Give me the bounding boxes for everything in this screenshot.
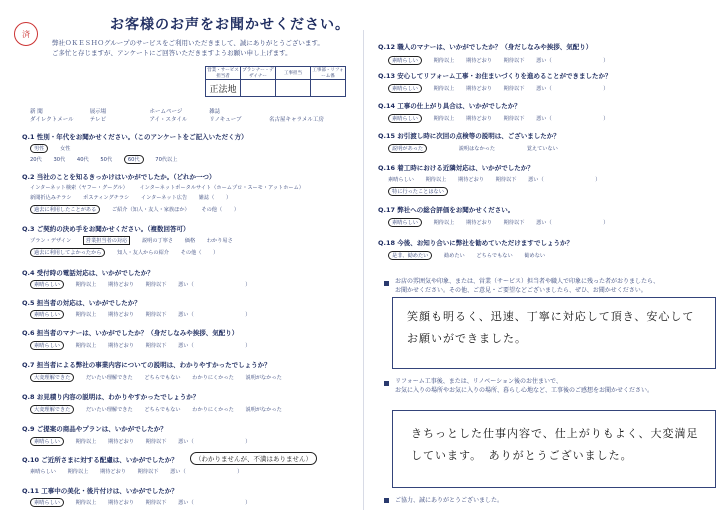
option-circled: 60代 [124, 155, 144, 164]
option-circled: 特に行ったことはない [388, 187, 448, 196]
option: ） [603, 86, 609, 92]
bullet-icon [384, 498, 389, 503]
option: インターネット検索（ヤフー・グーグル） [30, 185, 128, 191]
question-7: Q.7 担当者による弊社の事業内容についての説明は、わかりやすかったでしょうか？ [22, 361, 271, 369]
question-8-options [30, 405, 292, 414]
option: 期待以上 [433, 86, 455, 92]
question-18: Q.18 今後、お知り合いに弊社を勧めていただけますでしょうか？ [378, 239, 573, 247]
intro-line-1: 弊社ＯＫＥＳＨＯグループのサービスをご利用いただきまして、誠にありがとうございます。 [52, 39, 324, 47]
question-16: Q.16 着工時における近隣対応は、いかがでしたか？ [378, 164, 534, 172]
question-12-options [388, 56, 619, 65]
question-6-options [30, 341, 261, 350]
option: 期待どおり [466, 58, 492, 64]
option-circled: 素晴らしい [388, 218, 422, 227]
option: 期待以上 [433, 58, 455, 64]
option-circled: 過去に利用したことがある [30, 205, 100, 214]
option: 20代 [30, 157, 42, 163]
option: 説明がなかった [245, 375, 282, 381]
comment-1-answer-line-2: お願いができました。 [407, 332, 527, 345]
option: 期待どおり [466, 116, 492, 122]
option: わかり易さ [206, 238, 233, 244]
comment-2-box [392, 410, 716, 488]
question-17: Q.17 弊社への総合評価をお聞かせください。 [378, 206, 515, 214]
option: だいたい理解できた [85, 407, 133, 413]
option-circled: 説明があった [388, 144, 427, 153]
option: 期待以上 [75, 282, 97, 288]
option: 悪い（ [536, 220, 552, 226]
source-checklist [30, 108, 330, 124]
option: 期待以下 [503, 86, 525, 92]
question-5-options [30, 310, 261, 319]
option: 30代 [53, 157, 66, 163]
option: 悪い（ [178, 500, 194, 506]
list-item: アイ・スタイル [149, 117, 188, 123]
option: 期待以下 [503, 220, 525, 226]
option: ） [245, 343, 251, 349]
received-stamp: 済 [14, 22, 38, 46]
comment-2-answer-line-1: きちっとした仕事内容で、仕上がりもよく、大変満足 [411, 427, 699, 440]
option: どちらでもない [144, 407, 181, 413]
question-16-options-2 [388, 187, 458, 196]
option: 悪い（ [178, 312, 194, 318]
option: 期待以上 [433, 116, 455, 122]
option: その他（ [201, 207, 223, 213]
option: ポスティングチラシ [83, 195, 130, 201]
list-item: 雑誌 [209, 109, 221, 115]
comment-2-answer-line-2: しています。 ありがとうございました。 [411, 449, 633, 462]
question-5: Q.5 担当者の対応は、いかがでしたか？ [22, 299, 141, 307]
comment-2-prompt-line-2: お気に入りの場所やお気に入りの場所、暮らし心地など、工事後のご感想をお聞かせください。 [395, 387, 654, 394]
option: ） [245, 282, 251, 288]
question-15: Q.15 お引渡し時に次回の点検等の説明は、ございましたか？ [378, 132, 560, 140]
option: 期待以下 [503, 116, 525, 122]
option: 期待以下 [145, 282, 167, 288]
option: 期待以上 [75, 343, 97, 349]
comment-1-box [392, 297, 716, 369]
list-item: 展示場 [89, 109, 107, 115]
question-3-options-2 [30, 248, 228, 257]
question-4: Q.4 受付時の電話対応は、いかがでしたか？ [22, 269, 154, 277]
staff-name-handwritten: 正法地 [206, 80, 241, 97]
option: 期待どおり [458, 177, 484, 183]
option: ） [603, 116, 609, 122]
option: ） [213, 250, 219, 256]
table-header: 工事部・リフォーム係 [312, 68, 344, 79]
option-boxed: 営業担当者の対応 [83, 236, 131, 245]
option: その他（ [180, 250, 202, 256]
option: 女性 [60, 146, 71, 152]
question-2-options-3 [30, 205, 249, 214]
option-circled: 素晴らしい [30, 498, 64, 507]
question-3: Q.3 ご契約の決め手をお聞かせください。（複数回答可） [22, 225, 190, 233]
comment-2-prompt-line-1: リフォーム工事後、または、リノベーション後のお住まいで、 [395, 378, 562, 385]
question-11: Q.11 工事中の美化・後片付けは、いかがでしたか？ [22, 487, 178, 495]
option: 素晴らしい [388, 177, 414, 183]
question-14: Q.14 工事の仕上がり具合は、いかがでしたか？ [378, 102, 521, 110]
option: インターネット広告 [140, 195, 188, 201]
option: ） [226, 195, 232, 201]
option: 50代 [100, 157, 113, 163]
option: 期待以下 [145, 312, 167, 318]
table-header: 工事担当 [276, 67, 311, 80]
list-item: リノキューブ [209, 117, 242, 123]
option: どちらでもない [144, 375, 181, 381]
list-item: テレビ [89, 117, 107, 123]
option-circled: 過去に利用してよかったから [30, 248, 105, 257]
bullet-icon [384, 381, 389, 386]
option: 覚えていない [526, 146, 558, 152]
option: 素晴らしい [30, 469, 56, 475]
question-10-annotation: （わかりませんが、不満はありません） [190, 452, 317, 465]
comment-1-prompt-line-2: お聞かせください。その他、ご意見・ご要望などございましたら、ぜひ、お聞かせください。 [395, 287, 647, 294]
option-circled: 素晴らしい [30, 341, 64, 350]
option: 悪い（ [536, 58, 552, 64]
option: 悪い（ [536, 86, 552, 92]
question-8: Q.8 お見積り内容の説明は、わかりやすかったでしょうか？ [22, 393, 200, 401]
question-2: Q.2 当社のことを知るきっかけはいかがでしたか。（どれか一つ） [22, 173, 216, 181]
question-6: Q.6 担当者のマナーは、いかがでしたか？（身だしなみや挨拶、気配り） [22, 329, 239, 337]
question-10-options [30, 468, 253, 475]
option: どちらでもない [476, 253, 513, 259]
option-circled: 是非、勧めたい [388, 251, 432, 260]
option: ） [603, 58, 609, 64]
option: インターネットポータルサイト（ホームプロ・スーモ・アットホーム） [139, 185, 304, 191]
question-11-options [30, 498, 261, 507]
option: 説明はなかった [458, 146, 496, 152]
option: 期待以上 [75, 312, 97, 318]
option: 期待以上 [425, 177, 447, 183]
intro-text [52, 38, 342, 58]
table-header: プランナー・デザイナー [242, 68, 274, 79]
option: ） [603, 220, 609, 226]
option: 新聞折込みチラシ [30, 195, 72, 201]
option-circled: 素晴らしい [388, 84, 422, 93]
closing-message: ご協力、誠にありがとうございました。 [395, 497, 504, 504]
option: ） [595, 177, 601, 183]
option: ） [245, 500, 251, 506]
option-circled: 男性 [30, 144, 48, 153]
option: 雑誌（ [198, 195, 215, 201]
table-cell [241, 80, 276, 97]
option: 期待どおり [108, 312, 134, 318]
option: 価格 [184, 238, 196, 244]
option: 悪い（ [536, 116, 552, 122]
option: 悪い（ [170, 469, 186, 475]
intro-line-2: ご多忙と存じますが、アンケートにご回答いただきますようお願い申し上げます。 [52, 49, 292, 57]
option-circled: 大変理解できた [30, 405, 74, 414]
question-13: Q.13 安心してリフォーム工事・お住まいづくりを進めることができましたか？ [378, 72, 612, 80]
option: 期待以下 [145, 439, 167, 445]
option-circled: 素晴らしい [30, 310, 64, 319]
option: 期待どおり [100, 469, 126, 475]
option: 期待以下 [145, 343, 167, 349]
option: わかりにくかった [192, 375, 234, 381]
option: 期待どおり [108, 500, 134, 506]
question-17-options [388, 218, 619, 227]
option: 悪い（ [178, 282, 194, 288]
question-3-options [30, 236, 243, 245]
option: ） [233, 207, 240, 213]
option: 期待以下 [145, 500, 167, 506]
option: 期待どおり [466, 86, 492, 92]
table-cell [276, 80, 311, 97]
list-item: 名古屋キャラメル工房 [269, 117, 324, 123]
column-divider [363, 30, 364, 510]
comment-2-prompt [395, 377, 695, 395]
question-2-options [30, 184, 314, 191]
option: 悪い（ [178, 343, 194, 349]
question-13-options [388, 84, 619, 93]
option: 期待以上 [75, 500, 97, 506]
option: 期待以上 [67, 469, 89, 475]
option: 知人・友人からの紹介 [117, 250, 169, 256]
question-12: Q.12 職人のマナーは、いかがでしたか？（身だしなみや挨拶、気配り） [378, 43, 593, 51]
question-1: Q.1 性別・年代をお聞かせください。（このアンケートをご記入いただく方） [22, 133, 248, 141]
option: 期待以下 [137, 469, 159, 475]
option-circled: 素晴らしい [388, 114, 422, 123]
option: 期待どおり [108, 439, 134, 445]
option: 期待どおり [108, 282, 134, 288]
option-circled: 素晴らしい [388, 56, 422, 65]
list-item: 新 聞 [30, 109, 43, 115]
option: 40代 [76, 157, 89, 163]
question-14-options [388, 114, 619, 123]
option: プラン・デザイン [30, 238, 72, 244]
comment-1-prompt-line-1: お店の雰囲気や印象、または、営業（サービス）担当者や職人で印象に残った者がおりましたら、 [395, 278, 660, 285]
comment-1-answer-line-1: 笑顔も明るく、迅速、丁寧に対応して頂き、安心して [407, 310, 695, 323]
option: だいたい理解できた [85, 375, 133, 381]
question-15-options [388, 144, 568, 153]
question-1-options-age [30, 155, 187, 164]
option: ） [245, 439, 251, 445]
option: 説明の丁寧さ [141, 238, 174, 244]
option: 勧めない [524, 253, 546, 259]
comment-1-prompt [395, 277, 695, 295]
option: 期待以下 [495, 177, 517, 183]
question-16-options [388, 176, 611, 183]
option: 勧めたい [443, 253, 465, 259]
question-4-options [30, 280, 261, 289]
option: 悪い（ [528, 177, 544, 183]
option: わかりにくかった [192, 407, 234, 413]
option-circled: 大変理解できた [30, 373, 74, 382]
option: 期待以上 [75, 439, 97, 445]
question-9: Q.9 ご提案の商品やプランは、いかがでしたか？ [22, 425, 167, 433]
option: 期待以上 [433, 220, 455, 226]
list-item: ホームページ [149, 109, 183, 115]
page-title: お客様のお声をお聞かせください。 [110, 17, 350, 33]
table-cell [311, 80, 346, 97]
option: 悪い（ [178, 439, 194, 445]
question-10: Q.10 ご近所さまに対する配慮は、いかがでしたか？ [22, 456, 178, 464]
option: 期待どおり [108, 343, 134, 349]
option-circled: 素晴らしい [30, 437, 64, 446]
question-1-options [30, 144, 80, 153]
bullet-icon [384, 281, 389, 286]
option: 説明がなかった [245, 407, 282, 413]
option: ） [237, 469, 243, 475]
question-18-options [388, 251, 555, 260]
staff-info-table [205, 66, 346, 97]
table-header: 営業・サービス担当者 [207, 68, 239, 79]
question-9-options [30, 437, 261, 446]
option: 期待以下 [503, 58, 525, 64]
list-item: ダイレクトメール [30, 117, 74, 123]
option-circled: 素晴らしい [30, 280, 64, 289]
option: ご紹介（知人・友人・家族ほか） [111, 207, 190, 213]
option: 70代以上 [155, 157, 178, 163]
question-2-options-2 [30, 194, 241, 201]
option: ） [245, 312, 251, 318]
option: 期待どおり [466, 220, 492, 226]
question-7-options [30, 373, 292, 382]
